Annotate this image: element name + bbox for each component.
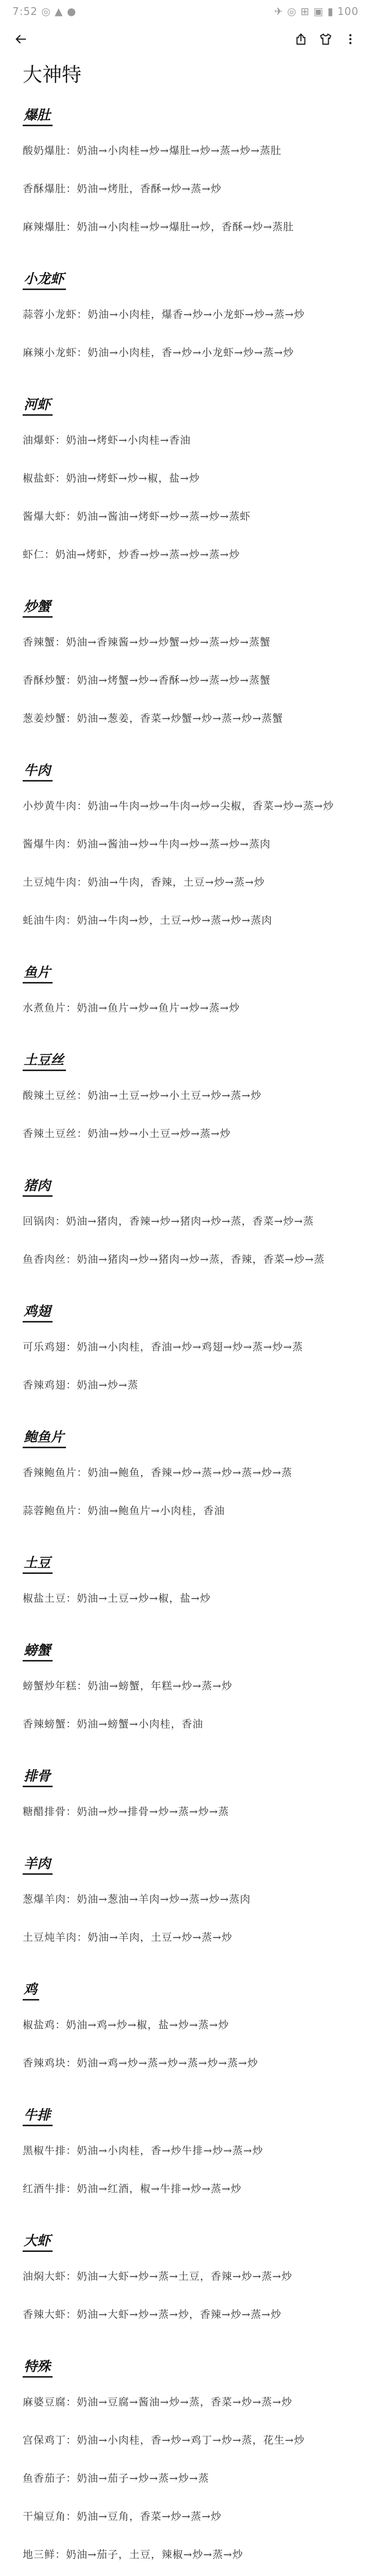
back-button[interactable] [8, 27, 33, 52]
recipe-section [23, 394, 348, 566]
page-title: 大神特 [23, 63, 82, 86]
recipe-line: 虾仁：奶油→烤虾，炒香→炒→蒸→炒→蒸→炒 [23, 548, 240, 561]
recipe-line: 鱼香茄子：奶油→茄子→炒→蒸→炒→蒸 [23, 2472, 209, 2484]
more-vertical-icon [344, 32, 357, 46]
status-bar [0, 0, 371, 23]
recipe-line: 蒜蓉鲍鱼片：奶油→鲍鱼片→小肉桂，香油 [23, 1504, 225, 1517]
recipe-section [23, 1175, 348, 1271]
recipe-section [23, 760, 348, 932]
section-heading: 大虾 [23, 2230, 53, 2252]
recipe-line: 糖醋排骨：奶油→炒→排骨→炒→蒸→炒→蒸 [23, 1805, 229, 1818]
recipe-section [23, 2105, 348, 2200]
recipe-line: 麻辣爆肚：奶油→小肉桂→炒→爆肚→炒，香酥→炒→蒸肚 [23, 221, 294, 233]
recipe-section [23, 1766, 348, 1823]
section-heading: 鸡 [23, 1979, 39, 2001]
section-heading: 鸡翅 [23, 1301, 53, 1323]
section-heading: 炒蟹 [23, 596, 53, 618]
section-heading: 特殊 [23, 2356, 53, 2378]
recipe-section [23, 1552, 348, 1610]
recipe-line: 香辣蟹：奶油→香辣酱→炒→炒蟹→炒→蒸→炒→蒸蟹 [23, 636, 271, 648]
section-heading: 土豆丝 [23, 1049, 66, 1071]
recipe-section [23, 1427, 348, 1522]
recipe-section [23, 2230, 348, 2326]
section-heading: 鱼片 [23, 962, 53, 984]
recipe-line: 香辣土豆丝：奶油→炒→小土豆→炒→蒸→炒 [23, 1127, 231, 1140]
recipe-line: 香辣螃蟹：奶油→螃蟹→小肉桂，香油 [23, 1718, 204, 1730]
section-heading: 羊肉 [23, 1853, 53, 1875]
recipe-line: 酱爆牛肉：奶油→酱油→炒→牛肉→炒→蒸→炒→蒸肉 [23, 838, 271, 850]
section-heading: 螃蟹 [23, 1640, 53, 1662]
recipe-line: 可乐鸡翅：奶油→小肉桂，香油→炒→鸡翅→炒→蒸→炒→蒸 [23, 1341, 303, 1353]
recipe-line: 酸辣土豆丝：奶油→土豆→炒→小土豆→炒→蒸→炒 [23, 1089, 262, 1101]
shirt-icon [319, 32, 332, 46]
recipe-line: 葱姜炒蟹：奶油→葱姜，香菜→炒蟹→炒→蒸→炒→蒸蟹 [23, 712, 283, 724]
recipe-line: 香辣鸡块：奶油→鸡→炒→蒸→炒→蒸→炒→蒸→炒 [23, 2057, 259, 2069]
recipe-line: 蚝油牛肉：奶油→牛肉→炒，土豆→炒→蒸→炒→蒸肉 [23, 914, 273, 926]
recipe-line: 蒜蓉小龙虾：奶油→小肉桂，爆香→炒→小龙虾→炒→蒸→炒 [23, 308, 305, 320]
recipe-section [23, 1301, 348, 1397]
status-bar-right: ✈ ◎ ⊞ ▣ ▮ 100 [274, 5, 359, 18]
recipe-line: 香辣鸡翅：奶油→炒→蒸 [23, 1379, 139, 1391]
recipe-section [23, 596, 348, 730]
recipe-line: 香辣鲍鱼片：奶油→鲍鱼，香辣→炒→蒸→炒→蒸→炒→蒸 [23, 1466, 293, 1479]
recipe-line: 香辣大虾：奶油→大虾→炒→蒸→炒，香辣→炒→蒸→炒 [23, 2308, 282, 2320]
recipe-section [23, 1979, 348, 2075]
recipe-line: 红酒牛排：奶油→红酒，椒→牛排→炒→蒸→炒 [23, 2182, 242, 2195]
section-heading: 河虾 [23, 394, 53, 416]
recipe-line: 土豆炖牛肉：奶油→牛肉，香辣，土豆→炒→蒸→炒 [23, 876, 265, 888]
recipe-line: 鱼香肉丝：奶油→猪肉→炒→猪肉→炒→蒸，香辣，香菜→炒→蒸 [23, 1253, 325, 1265]
recipe-line: 椒盐虾：奶油→烤虾→炒→椒，盐→炒 [23, 472, 200, 484]
document-body [0, 105, 371, 2576]
recipe-line: 酸奶爆肚：奶油→小肉桂→炒→爆肚→炒→蒸→炒→蒸肚 [23, 144, 282, 157]
recipe-line: 麻婆豆腐：奶油→豆腐→酱油→炒→蒸，香菜→炒→蒸→炒 [23, 2396, 293, 2408]
recipe-section [23, 1640, 348, 1736]
recipe-line: 宫保鸡丁：奶油→小肉桂，香→炒→鸡丁→炒→蒸，花生→炒 [23, 2434, 305, 2446]
recipe-line: 香酥炒蟹：奶油→烤蟹→炒→香酥→炒→蒸→炒→蒸蟹 [23, 674, 271, 686]
recipe-line: 葱爆羊肉：奶油→葱油→羊肉→炒→蒸→炒→蒸肉 [23, 1893, 251, 1905]
recipe-line: 土豆炖羊肉：奶油→羊肉，土豆→炒→蒸→炒 [23, 1931, 233, 1943]
more-button[interactable] [338, 27, 363, 52]
recipe-section [23, 1853, 348, 1949]
share-button[interactable] [289, 27, 313, 52]
recipe-section [23, 268, 348, 364]
recipe-line: 椒盐土豆：奶油→土豆→炒→椒，盐→炒 [23, 1592, 211, 1604]
recipe-line: 油焖大虾：奶油→大虾→炒→蒸→土豆，香辣→炒→蒸→炒 [23, 2270, 293, 2282]
recipe-line: 酱爆大虾：奶油→酱油→烤虾→炒→蒸→炒→蒸虾 [23, 510, 251, 522]
section-heading: 鲍鱼片 [23, 1427, 66, 1448]
section-heading: 猪肉 [23, 1175, 53, 1197]
share-icon [294, 32, 308, 46]
recipe-section [23, 2356, 348, 2576]
recipe-line: 小炒黄牛肉：奶油→牛肉→炒→牛肉→炒→尖椒，香菜→炒→蒸→炒 [23, 800, 334, 812]
recipe-line: 回锅肉：奶油→猪肉，香辣→炒→猪肉→炒→蒸，香菜→炒→蒸 [23, 1215, 314, 1227]
theme-button[interactable] [313, 27, 338, 52]
section-heading: 小龙虾 [23, 268, 66, 290]
recipe-section [23, 105, 348, 239]
recipe-section [23, 1049, 348, 1145]
arrow-left-icon [13, 32, 28, 46]
recipe-line: 麻辣小龙虾：奶油→小肉桂，香→炒→小龙虾→炒→蒸→炒 [23, 346, 294, 359]
section-heading: 爆肚 [23, 105, 53, 126]
recipe-line: 椒盐鸡：奶油→鸡→炒→椒，盐→炒→蒸→炒 [23, 2019, 229, 2031]
recipe-line: 螃蟹炒年糕：奶油→螃蟹，年糕→炒→蒸→炒 [23, 1680, 233, 1692]
recipe-line: 地三鲜：奶油→茄子，土豆，辣椒→炒→蒸→炒 [23, 2548, 244, 2561]
recipe-line: 油爆虾：奶油→烤虾→小肉桂→香油 [23, 434, 191, 446]
section-heading: 牛排 [23, 2105, 53, 2126]
recipe-line: 水煮鱼片：奶油→鱼片→炒→鱼片→炒→蒸→炒 [23, 1002, 240, 1014]
recipe-section [23, 962, 348, 1020]
recipe-line: 香酥爆肚：奶油→烤肚，香酥→炒→蒸→炒 [23, 182, 222, 195]
recipe-line: 干煸豆角：奶油→豆角，香菜→炒→蒸→炒 [23, 2510, 222, 2522]
toolbar [0, 23, 371, 56]
status-bar-left: 7:52 ◎ ▲ ● [12, 5, 77, 18]
section-heading: 排骨 [23, 1766, 53, 1787]
section-heading: 牛肉 [23, 760, 53, 782]
section-heading: 土豆 [23, 1552, 53, 1574]
recipe-line: 黑椒牛排：奶油→小肉桂，香→炒牛排→炒→蒸→炒 [23, 2144, 263, 2157]
